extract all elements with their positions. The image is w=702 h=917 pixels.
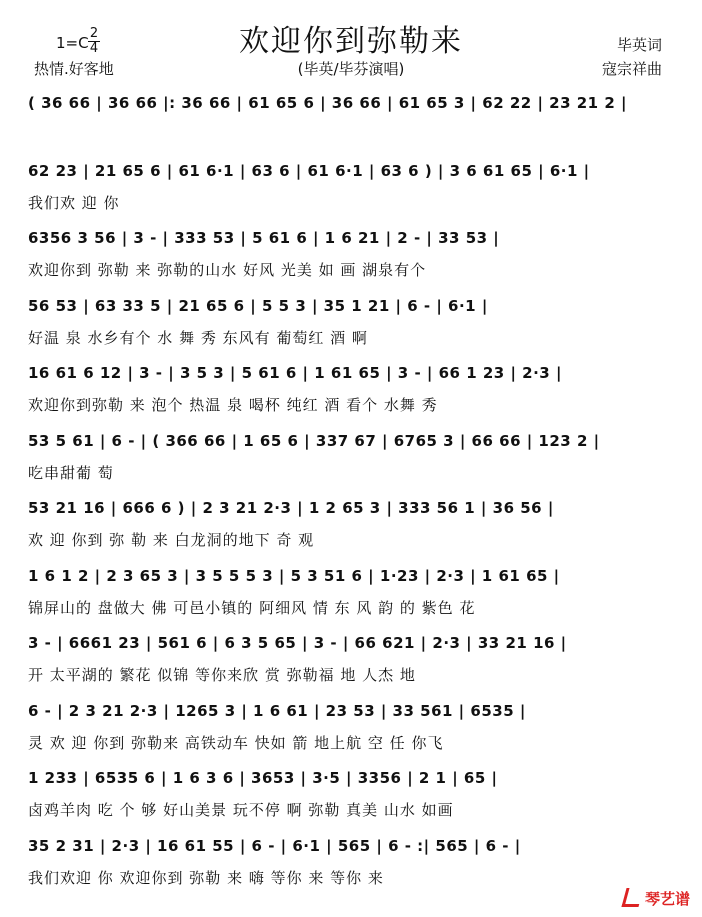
notation-row: 56 53 | 63 33 5 | 21 65 6 | 5 5 3 | 35 1 21 | 6 - | 6·1 |: [28, 296, 488, 315]
time-signature: [88, 28, 100, 55]
lyric-row: 吃串甜葡 萄: [28, 463, 114, 482]
composer-credit: 寇宗祥曲: [601, 60, 662, 78]
site-logo: [624, 888, 690, 909]
lyric-row: 欢 迎 你到 弥 勒 来 白龙洞的地下 奇 观: [28, 531, 315, 549]
logo-text: 琴艺谱: [644, 890, 690, 908]
notation-row: 6 - | 2 3 21 2·3 | 1265 3 | 1 6 61 | 23 53 | 33 561 | 6535 |: [28, 701, 526, 720]
lyric-row: 我们欢 迎 你: [28, 193, 120, 212]
notation-row: 53 5 61 | 6 - | ( 366 66 | 1 65 6 | 337 67 | 6765 3 | 66 66 | 123 2 |: [28, 431, 600, 450]
lyricist-credit: 毕英词: [616, 36, 662, 54]
lyric-row: 灵 欢 迎 你到 弥勒来 高铁动车 快如 箭 地上航 空 任 你飞: [28, 733, 444, 752]
notation-row: 3 - | 6661 23 | 561 6 | 6 3 5 65 | 3 - | 66 621 | 2·3 | 33 21 16 |: [28, 634, 567, 652]
notation-row: 16 61 6 12 | 3 - | 3 5 3 | 5 61 6 | 1 61 65 | 3 - | 66 1 23 | 2·3 |: [28, 364, 562, 382]
lyric-row: 欢迎你到弥勒 来 泡个 热温 泉 喝杯 纯红 酒 看个 水舞 秀: [28, 396, 438, 414]
notation-row: 35 2 31 | 2·3 | 16 61 55 | 6 - | 6·1 | 565 | 6 - :| 565 | 6 - |: [28, 836, 521, 855]
meter-bottom: 4: [89, 41, 99, 56]
notation-row: 6356 3 56 | 3 - | 333 53 | 5 61 6 | 1 6 21 | 2 - | 33 53 |: [28, 229, 500, 247]
lyric-row: 锦屏山的 盘做大 佛 可邑小镇的 阿细风 情 东 风 韵 的 紫色 花: [28, 598, 476, 617]
lyric-row: 我们欢迎 你 欢迎你到 弥勒 来 嗨 等你 来 等你 来: [28, 868, 384, 887]
lyric-row: 好温 泉 水乡有个 水 舞 秀 东风有 葡萄红 酒 啊: [28, 328, 368, 347]
key-signature: 1=C: [56, 34, 89, 52]
meter-top: 2: [89, 26, 99, 41]
lyric-row: 欢迎你到 弥勒 来 弥勒的山水 好风 光美 如 画 湖泉有个: [28, 261, 427, 279]
logo-icon: [621, 888, 643, 907]
notation-row: 1 6 1 2 | 2 3 65 3 | 3 5 5 5 3 | 5 3 51 6 | 1·23 | 2·3 | 1 61 65 |: [28, 566, 560, 585]
tempo-marking: 热情.好客地: [34, 60, 114, 78]
lyric-row: 开 太平湖的 繁花 似锦 等你来欣 赏 弥勒福 地 人杰 地: [28, 666, 416, 684]
notation-row: ( 36 66 | 36 66 |: 36 66 | 61 65 6 | 36 66 | 61 65 3 | 62 22 | 23 21 2 |: [28, 94, 627, 112]
lyric-row: 卤鸡羊肉 吃 个 够 好山美景 玩不停 啊 弥勒 真美 山水 如画: [28, 801, 454, 819]
notation-row: 1 233 | 6535 6 | 1 6 3 6 | 3653 | 3·5 | 3356 | 2 1 | 65 |: [28, 769, 498, 787]
notation-row: 62 23 | 21 65 6 | 61 6·1 | 63 6 | 61 6·1 | 63 6 ) | 3 6 61 65 | 6·1 |: [28, 161, 590, 180]
notation-row: 53 21 16 | 666 6 ) | 2 3 21 2·3 | 1 2 65 3 | 333 56 1 | 36 56 |: [28, 499, 554, 517]
song-title: 欢迎你到弥勒来: [239, 24, 463, 59]
singers-credit: (毕英/毕芬演唱): [297, 60, 405, 78]
